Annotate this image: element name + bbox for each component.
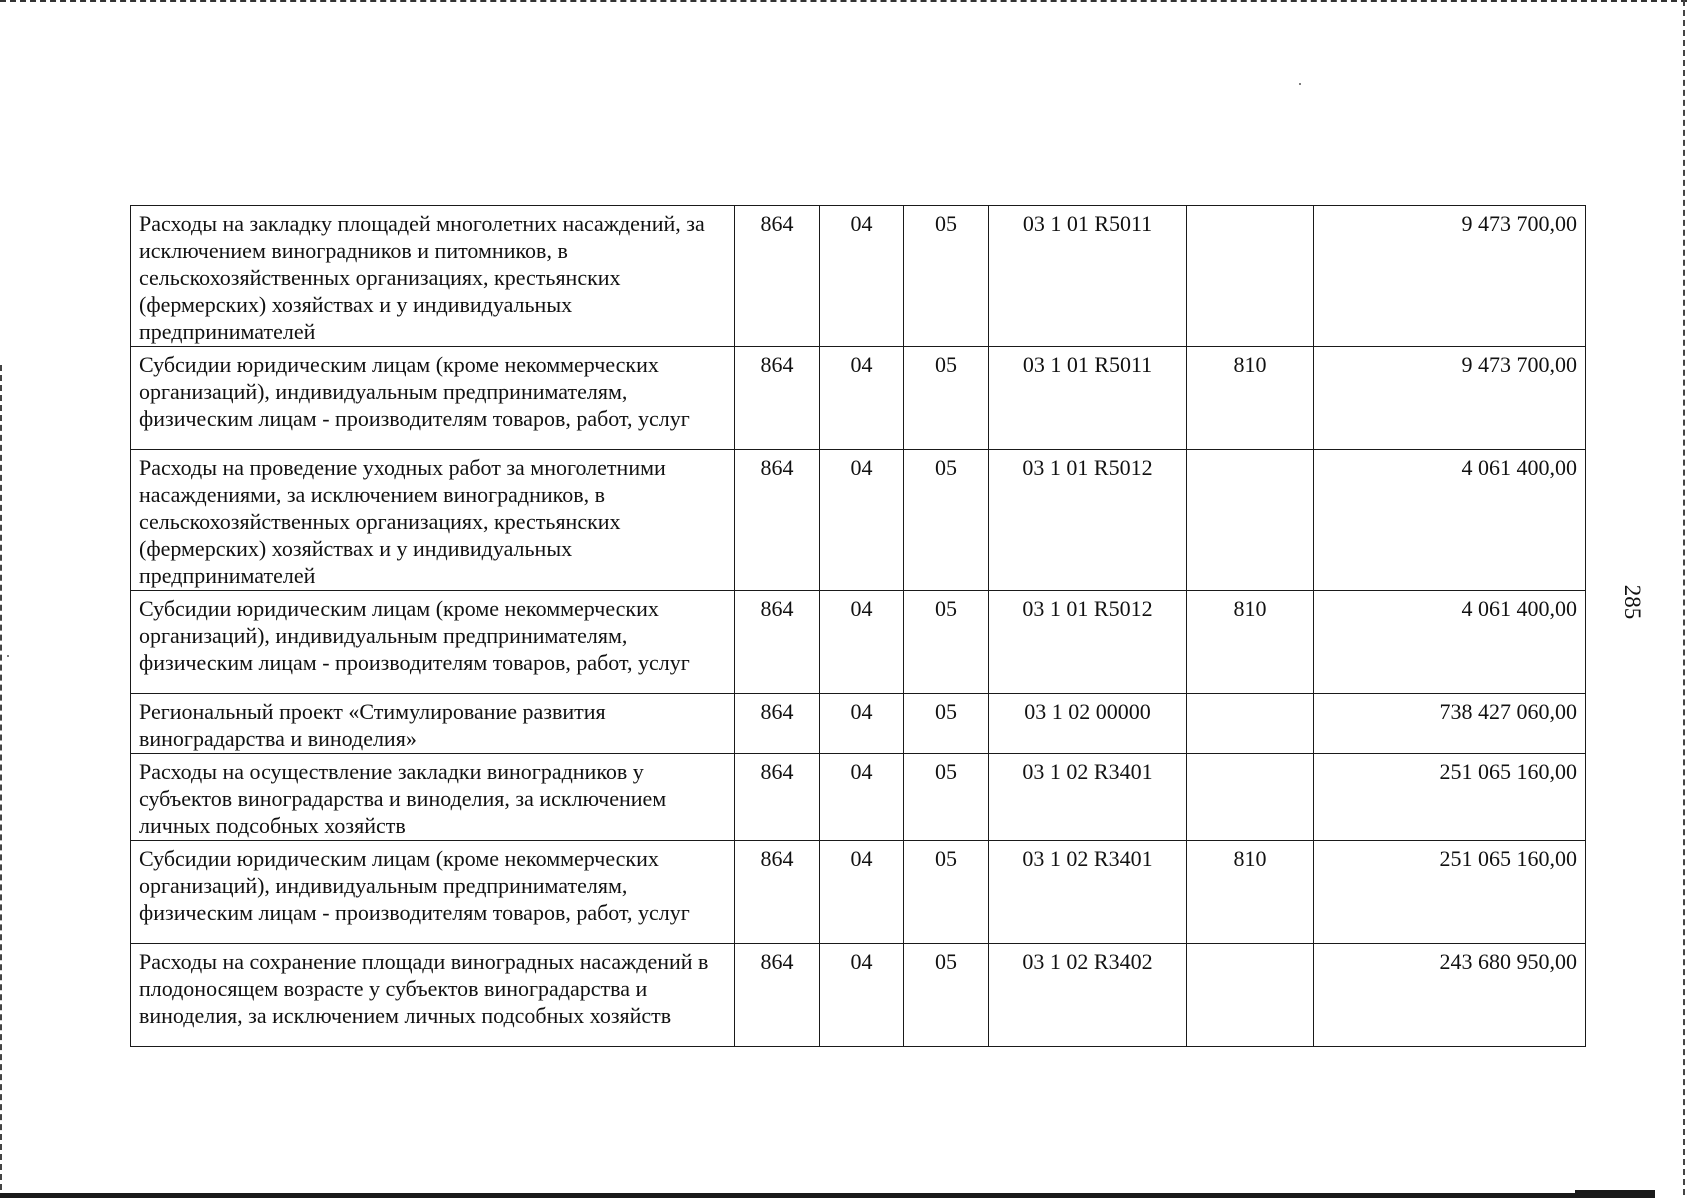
ministry-code-cell: 864 [735, 944, 820, 1047]
amount-cell: 251 065 160,00 [1314, 841, 1586, 944]
amount-cell: 4 061 400,00 [1314, 591, 1586, 694]
ministry-code-cell: 864 [735, 206, 820, 347]
subsection-code-cell: 05 [904, 347, 989, 450]
row-name-cell: Расходы на проведение уходных работ за многолетними насаждениями, за исключением виноградников, в сельскохозяйственных организациях, крестьянских (фермерских) хозяйствах и у индивидуальных предпринимателей [131, 450, 735, 591]
table-row [131, 694, 1586, 754]
table-row [131, 206, 1586, 347]
target-article-cell: 03 1 01 R5011 [989, 347, 1187, 450]
table-row [131, 841, 1586, 944]
section-code-cell: 04 [820, 694, 904, 754]
target-article-cell: 03 1 02 R3402 [989, 944, 1187, 1047]
table-row [131, 591, 1586, 694]
section-code-cell: 04 [820, 450, 904, 591]
amount-cell: 251 065 160,00 [1314, 754, 1586, 841]
row-name-cell: Расходы на осуществление закладки виноградников у субъектов виноградарства и виноделия, за исключением личных подсобных хозяйств [131, 754, 735, 841]
budget-table [130, 205, 1586, 1047]
section-code-cell: 04 [820, 944, 904, 1047]
page-number: 285 [1620, 584, 1645, 620]
amount-cell: 9 473 700,00 [1314, 347, 1586, 450]
amount-cell: 9 473 700,00 [1314, 206, 1586, 347]
scan-speck [1299, 83, 1301, 85]
target-article-cell: 03 1 02 R3401 [989, 754, 1187, 841]
target-article-cell: 03 1 01 R5012 [989, 450, 1187, 591]
scan-top-border [0, 0, 1687, 2]
expense-type-cell [1187, 206, 1314, 347]
scan-right-edge [1683, 0, 1687, 1195]
expense-type-cell: 810 [1187, 841, 1314, 944]
expense-type-cell [1187, 754, 1314, 841]
row-name-cell: Региональный проект «Стимулирование развития виноградарства и виноделия» [131, 694, 735, 754]
ministry-code-cell: 864 [735, 450, 820, 591]
target-article-cell: 03 1 02 00000 [989, 694, 1187, 754]
scan-speck [7, 655, 9, 657]
subsection-code-cell: 05 [904, 754, 989, 841]
amount-cell: 738 427 060,00 [1314, 694, 1586, 754]
target-article-cell: 03 1 01 R5012 [989, 591, 1187, 694]
row-name-cell: Расходы на сохранение площади виноградных насаждений в плодоносящем возрасте у субъектов виноградарства и виноделия, за исключением личных подсобных хозяйств [131, 944, 735, 1047]
section-code-cell: 04 [820, 841, 904, 944]
table-body [131, 206, 1586, 1047]
subsection-code-cell: 05 [904, 694, 989, 754]
ministry-code-cell: 864 [735, 591, 820, 694]
expense-type-cell: 810 [1187, 591, 1314, 694]
subsection-code-cell: 05 [904, 450, 989, 591]
ministry-code-cell: 864 [735, 694, 820, 754]
scan-left-edge [0, 365, 5, 1190]
table-row [131, 450, 1586, 591]
row-name-cell: Расходы на закладку площадей многолетних насаждений, за исключением виноградников и питомников, в сельскохозяйственных организациях, крестьянских (фермерских) хозяйствах и у индивидуальных предпринимателей [131, 206, 735, 347]
scan-bottom-bar [0, 1193, 1655, 1198]
amount-cell: 243 680 950,00 [1314, 944, 1586, 1047]
subsection-code-cell: 05 [904, 841, 989, 944]
expense-type-cell: 810 [1187, 347, 1314, 450]
ministry-code-cell: 864 [735, 841, 820, 944]
row-name-cell: Субсидии юридическим лицам (кроме некоммерческих организаций), индивидуальным предпринимателям, физическим лицам - производителям товаров, работ, услуг [131, 347, 735, 450]
section-code-cell: 04 [820, 206, 904, 347]
row-name-cell: Субсидии юридическим лицам (кроме некоммерческих организаций), индивидуальным предпринимателям, физическим лицам - производителям товаров, работ, услуг [131, 841, 735, 944]
row-name-cell: Субсидии юридическим лицам (кроме некоммерческих организаций), индивидуальным предпринимателям, физическим лицам - производителям товаров, работ, услуг [131, 591, 735, 694]
subsection-code-cell: 05 [904, 591, 989, 694]
section-code-cell: 04 [820, 754, 904, 841]
section-code-cell: 04 [820, 347, 904, 450]
table-row [131, 944, 1586, 1047]
expense-type-cell [1187, 694, 1314, 754]
ministry-code-cell: 864 [735, 754, 820, 841]
target-article-cell: 03 1 01 R5011 [989, 206, 1187, 347]
amount-cell: 4 061 400,00 [1314, 450, 1586, 591]
expense-type-cell [1187, 450, 1314, 591]
scan-bottom-bar-thick [1575, 1190, 1655, 1198]
ministry-code-cell: 864 [735, 347, 820, 450]
table-row [131, 347, 1586, 450]
expense-type-cell [1187, 944, 1314, 1047]
table-row [131, 754, 1586, 841]
target-article-cell: 03 1 02 R3401 [989, 841, 1187, 944]
subsection-code-cell: 05 [904, 206, 989, 347]
section-code-cell: 04 [820, 591, 904, 694]
subsection-code-cell: 05 [904, 944, 989, 1047]
